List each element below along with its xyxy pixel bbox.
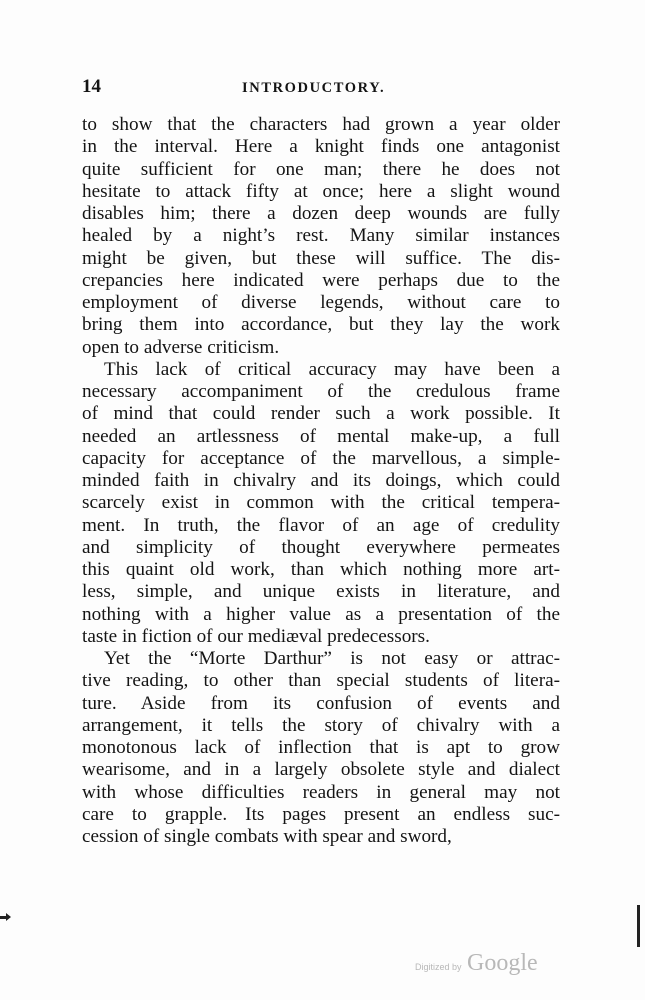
paragraph [82, 359, 560, 648]
text-line: healed by a night’s rest. Many similar instances [82, 225, 560, 247]
text-line: and simplicity of thought everywhere permeates [82, 536, 560, 558]
text-line: minded faith in chivalry and its doings, which could [82, 470, 560, 491]
text-line: open to adverse criticism. [82, 336, 280, 358]
text-line: employment of diverse legends, without care to [82, 292, 560, 313]
text-line: cession of single combats with spear and sword, [82, 826, 452, 847]
text-line: This lack of critical accuracy may have been a [104, 358, 560, 380]
running-title: INTRODUCTORY. [242, 80, 386, 96]
google-logo-text: Google [467, 950, 538, 976]
paragraph [82, 648, 560, 848]
margin-mark-left [0, 916, 8, 919]
text-line: wearisome, and in a largely obsolete style and dialect [82, 759, 560, 781]
text-line: tive reading, to other than special students of litera- [82, 670, 560, 692]
text-line: ture. Aside from its confusion of events and [82, 692, 560, 714]
text-line: capacity for acceptance of the marvellous, a simple- [82, 447, 560, 469]
text-line: crepancies here indicated were perhaps due to the [82, 269, 560, 291]
digitized-watermark [415, 950, 555, 980]
text-line: bring them into accordance, but they lay the work [82, 314, 560, 336]
text-line: hesitate to attack fifty at once; here a slight wound [82, 180, 560, 202]
text-line: with whose difficulties readers in general may not [82, 781, 560, 803]
paragraph [82, 114, 560, 359]
text-line: scarcely exist in common with the critical tempera- [82, 492, 560, 514]
text-line: Yet the “Morte Darthur” is not easy or attrac- [104, 648, 560, 669]
text-line: necessary accompaniment of the credulous frame [82, 381, 560, 402]
text-line: arrangement, it tells the story of chivalry with a [82, 714, 560, 736]
text-line: nothing with a higher value as a presentation of the [82, 603, 560, 625]
page-number: 14 [82, 76, 101, 97]
text-line: care to grapple. Its pages present an endless suc- [82, 803, 560, 825]
text-line: disables him; there a dozen deep wounds are fully [82, 203, 560, 224]
text-line: taste in fiction of our mediæval predecessors. [82, 625, 430, 647]
text-line: monotonous lack of inflection that is apt to grow [82, 737, 560, 758]
text-line: might be given, but these will suffice. The dis- [82, 247, 560, 269]
paragraph-container [82, 114, 560, 848]
margin-mark-right [637, 905, 640, 947]
watermark-prefix: Digitized by [415, 962, 462, 972]
text-line: this quaint old work, than which nothing more art- [82, 559, 560, 580]
text-line: in the interval. Here a knight finds one antagonist [82, 136, 560, 158]
running-head [82, 74, 558, 104]
body-text [82, 114, 560, 848]
text-line: quite sufficient for one man; there he does not [82, 158, 560, 180]
text-line: of mind that could render such a work possible. It [82, 403, 560, 425]
text-line: to show that the characters had grown a year older [82, 114, 560, 135]
text-line: less, simple, and unique exists in literature, and [82, 581, 560, 603]
text-line: needed an artlessness of mental make-up, a full [82, 425, 560, 447]
text-line: ment. In truth, the flavor of an age of credulity [82, 514, 560, 536]
